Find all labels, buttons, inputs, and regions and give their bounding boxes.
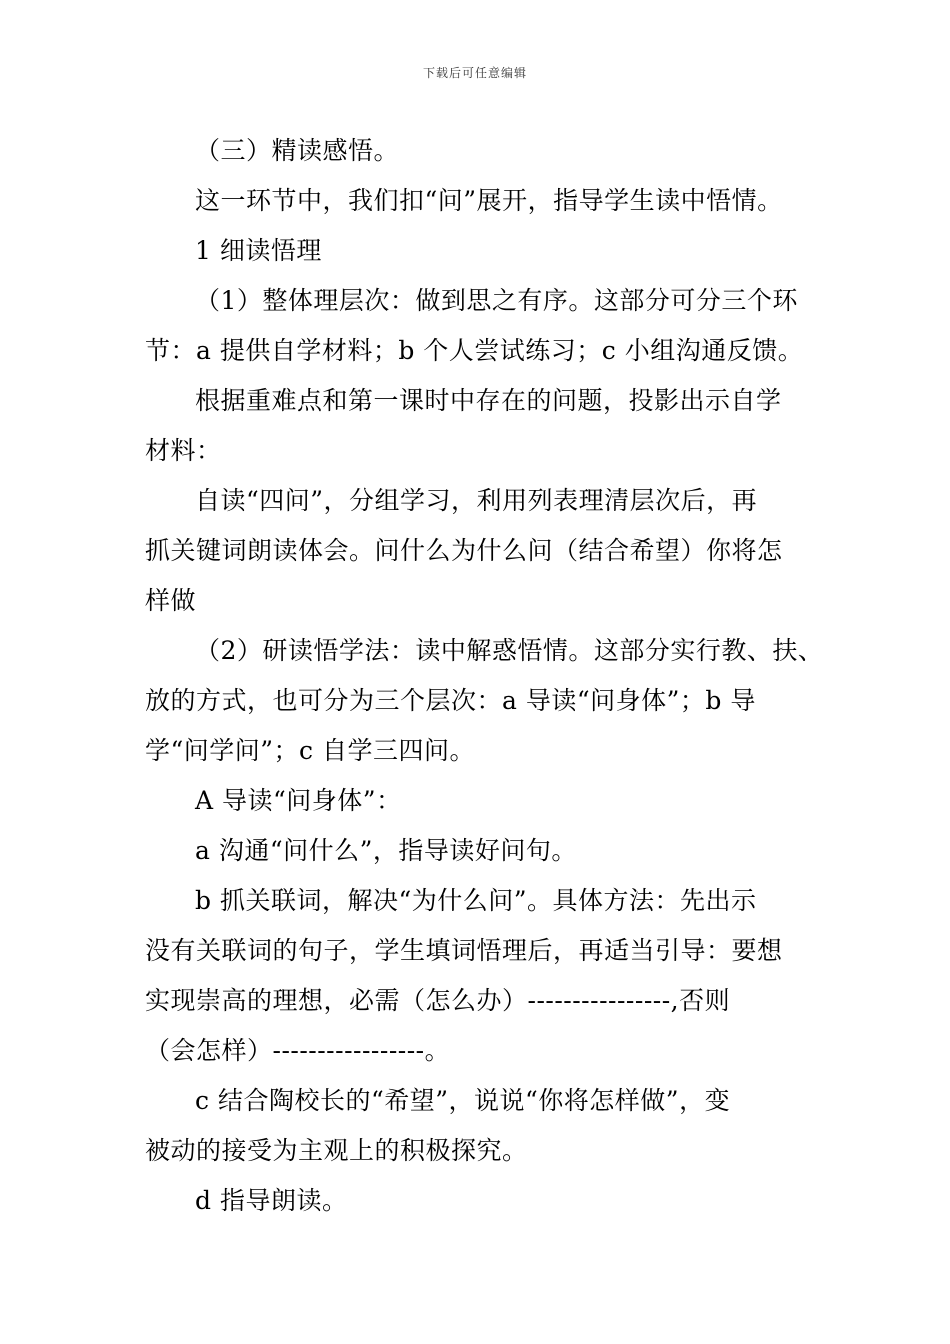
section-heading: （三）精读感悟。 — [195, 136, 400, 165]
paragraph-line: （1）整体理层次：做到思之有序。这部分可分三个环 — [195, 286, 798, 315]
paragraph-line: 节：a 提供自学材料；b 个人尝试练习；c 小组沟通反馈。 — [145, 336, 804, 365]
paragraph-line: 学“问学问”；c 自学三四问。 — [145, 736, 476, 765]
paragraph-line: 这一环节中，我们扣“问”展开，指导学生读中悟情。 — [195, 186, 783, 215]
paragraph-line: 放的方式，也可分为三个层次：a 导读“问身体”；b 导 — [145, 686, 756, 715]
paragraph-line: 根据重难点和第一课时中存在的问题，投影出示自学 — [195, 386, 782, 415]
paragraph-line: 样做 — [145, 586, 197, 615]
paragraph-line: b 抓关联词，解决“为什么问”。具体方法：先出示 — [195, 886, 757, 915]
paragraph-line: （会怎样）-----------------。 — [145, 1036, 451, 1065]
paragraph-line: 自读“四问”，分组学习，利用列表理清层次后，再 — [195, 486, 758, 515]
paragraph-line: 被动的接受为主观上的积极探究。 — [145, 1136, 528, 1165]
paragraph-line: A 导读“问身体”： — [195, 786, 402, 815]
paragraph-line: 没有关联词的句子，学生填词悟理后，再适当引导：要想 — [145, 936, 783, 965]
subsection-heading: 1 细读悟理 — [195, 236, 322, 265]
paragraph-line: a 沟通“问什么”，指导读好问句。 — [195, 836, 577, 865]
document-body — [145, 126, 825, 1226]
page-header: 下载后可任意编辑 — [422, 66, 527, 80]
paragraph-line: 材料： — [145, 436, 222, 465]
paragraph-line: c 结合陶校长的“希望”，说说“你将怎样做”，变 — [195, 1086, 731, 1115]
paragraph-line: 抓关键词朗读体会。问什么为什么问（结合希望）你将怎 — [145, 536, 783, 565]
paragraph-line: d 指导朗读。 — [195, 1186, 348, 1215]
paragraph-line: （2）研读悟学法：读中解惑悟情。这部分实行教、扶、 — [195, 636, 824, 665]
paragraph-line: 实现崇高的理想，必需（怎么办）----------------,否则 — [145, 986, 731, 1015]
